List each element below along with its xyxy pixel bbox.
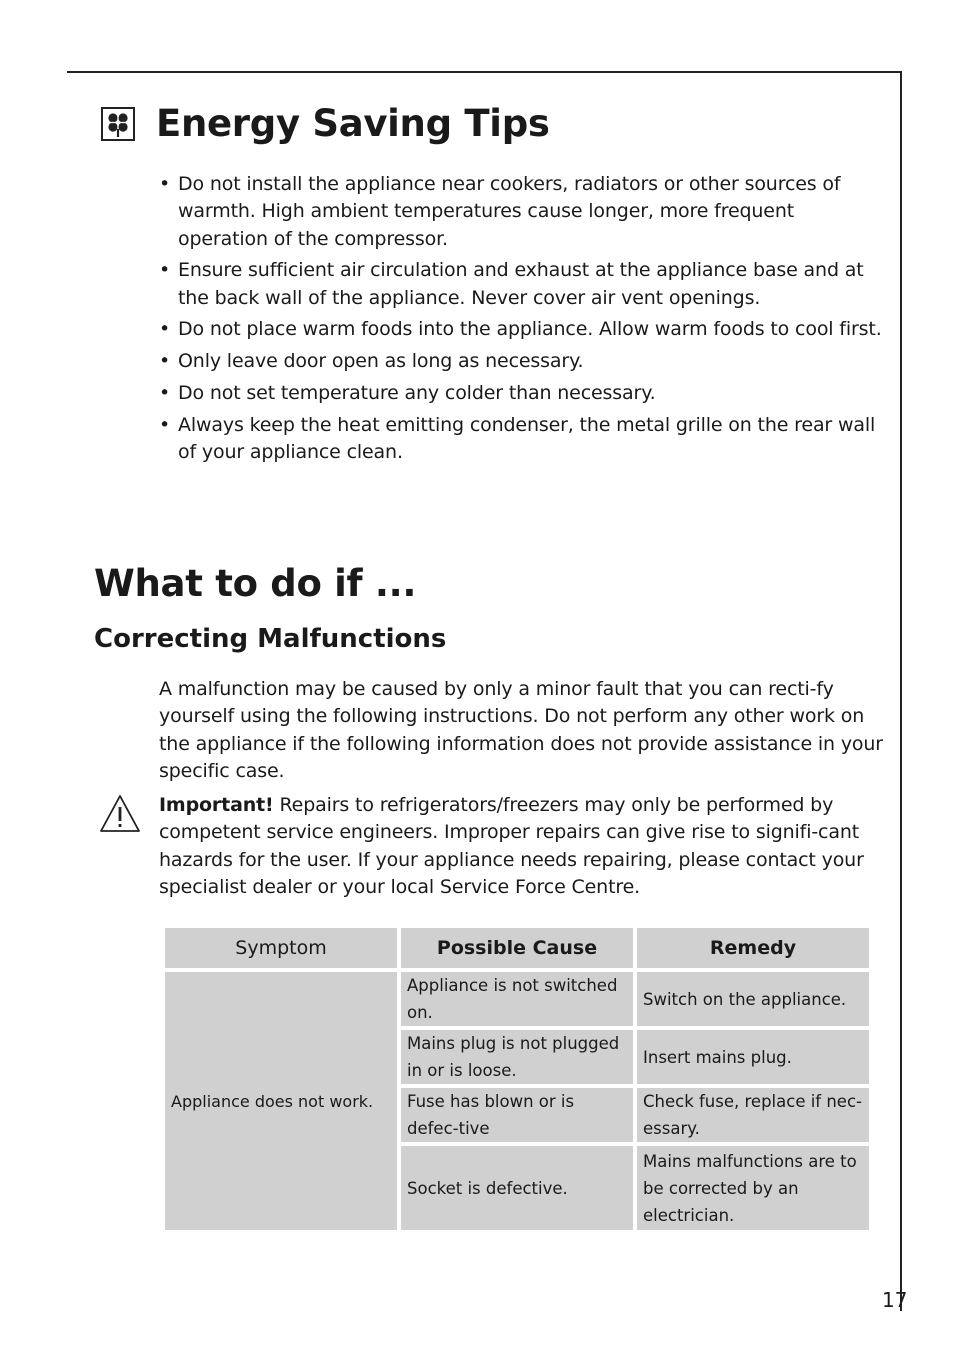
remedy-cell: Mains malfunctions are to be corrected by an electrician. [637, 1146, 869, 1230]
correcting-malfunctions-heading: Correcting Malfunctions [94, 624, 447, 654]
table-header-row [165, 928, 869, 968]
list-item: • Always keep the heat emitting condenser, the metal grille on the rear wall of your appliance clean. [159, 413, 876, 464]
warning-paragraph [159, 792, 889, 901]
what-to-do-title: What to do if ... [94, 562, 417, 605]
list-item: • Do not place warm foods into the appliance. Allow warm foods to cool first. [159, 318, 882, 341]
header-symptom: Symptom [165, 928, 397, 968]
top-rule [67, 71, 902, 73]
remedy-cell: Insert mains plug. [637, 1030, 869, 1084]
malfunction-table [161, 924, 873, 1234]
cause-cell: Mains plug is not plugged in or is loose. [401, 1030, 633, 1084]
list-item: • Ensure sufficient air circulation and exhaust at the appliance base and at the back wall of the appliance. Never cover air vent openings. [159, 259, 864, 309]
right-margin-rule [900, 71, 902, 1311]
list-item: • Do not set temperature any colder than necessary. [159, 382, 656, 405]
list-item: • Only leave door open as long as necessary. [159, 350, 584, 373]
remedy-cell: Check fuse, replace if nec-essary. [637, 1088, 869, 1142]
cause-cell: Socket is defective. [401, 1146, 633, 1230]
cause-cell: Fuse has blown or is defec-tive [401, 1088, 633, 1142]
warning-triangle-icon [98, 793, 142, 835]
energy-saving-title: Energy Saving Tips [156, 102, 550, 145]
list-item: • Do not install the appliance near cookers, radiators or other sources of warmth. High ambient temperatures cause longer, more frequent operation of the compressor. [159, 173, 841, 250]
remedy-cell: Switch on the appliance. [637, 972, 869, 1026]
warning-label: Important! [159, 794, 274, 816]
energy-tips-list [158, 171, 888, 471]
header-remedy: Remedy [637, 928, 869, 968]
table-row [165, 972, 869, 1026]
page-number: 17 [882, 1288, 908, 1312]
clover-icon [101, 107, 135, 141]
symptom-cell: Appliance does not work. [165, 972, 397, 1230]
cause-cell: Appliance is not switched on. [401, 972, 633, 1026]
intro-paragraph: A malfunction may be caused by only a minor fault that you can recti-fy yourself using the following instructions. Do not perform any other work on the appliance if the following information does not provide assistance in your specific case. [159, 678, 883, 782]
header-possible-cause: Possible Cause [401, 928, 633, 968]
warning-text: Repairs to refrigerators/freezers may only be performed by competent service engineers. Improper repairs can give rise to signifi-cant hazards for the user. If your appliance needs repairing, please contact your specialist dealer or your local Service Force Centre. [159, 794, 864, 898]
